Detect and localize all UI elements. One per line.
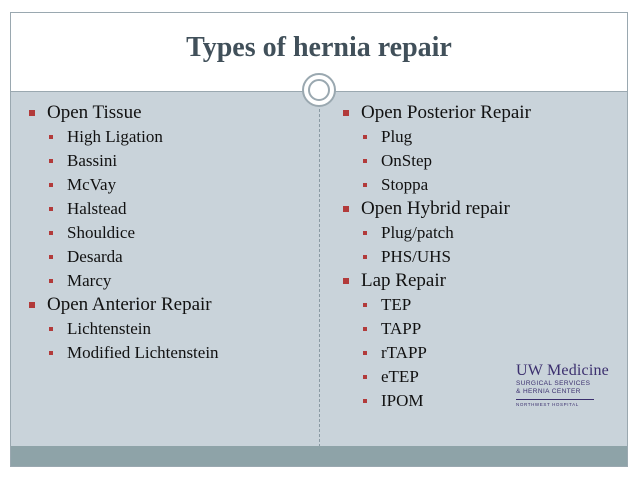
bullet-item: Open Anterior Repair bbox=[27, 293, 317, 317]
logo-rule bbox=[516, 399, 594, 400]
sub-bullet-item: Shouldice bbox=[27, 221, 317, 245]
left-bullet-list bbox=[27, 101, 317, 365]
sub-bullet-item: Plug/patch bbox=[341, 221, 621, 245]
slide-title: Types of hernia repair bbox=[186, 32, 452, 63]
bullet-item: Lap Repair bbox=[341, 269, 621, 293]
sub-bullet-item: TEP bbox=[341, 293, 621, 317]
bullet-item: Open Tissue bbox=[27, 101, 317, 125]
sub-bullet-item: IPOM bbox=[341, 389, 621, 413]
sub-bullet-item: High Ligation bbox=[27, 125, 317, 149]
sub-bullet-item: Stoppa bbox=[341, 173, 621, 197]
sub-bullet-item: rTAPP bbox=[341, 341, 621, 365]
sub-bullet-item: Bassini bbox=[27, 149, 317, 173]
sub-bullet-item: Modified Lichtenstein bbox=[27, 341, 317, 365]
sub-bullet-item: Lichtenstein bbox=[27, 317, 317, 341]
sub-bullet-item: OnStep bbox=[341, 149, 621, 173]
logo-line-3: NORTHWEST HOSPITAL bbox=[516, 402, 579, 407]
sub-bullet-item: PHS/UHS bbox=[341, 245, 621, 269]
column-divider bbox=[319, 109, 320, 447]
logo-line-2: & HERNIA CENTER bbox=[516, 388, 581, 395]
logo-line-1: SURGICAL SERVICES bbox=[516, 380, 591, 387]
sub-bullet-item: Marcy bbox=[27, 269, 317, 293]
sub-bullet-item: McVay bbox=[27, 173, 317, 197]
bullet-item: Open Posterior Repair bbox=[341, 101, 621, 125]
bullet-item: Open Hybrid repair bbox=[341, 197, 621, 221]
uw-medicine-logo bbox=[516, 362, 616, 407]
sub-bullet-item: Halstead bbox=[27, 197, 317, 221]
sub-bullet-item: Desarda bbox=[27, 245, 317, 269]
sub-bullet-item: Plug bbox=[341, 125, 621, 149]
footer-bar bbox=[11, 446, 627, 466]
sub-bullet-item: TAPP bbox=[341, 317, 621, 341]
sub-bullet-item: eTEP bbox=[341, 365, 621, 389]
logo-name: UW Medicine bbox=[516, 362, 609, 379]
